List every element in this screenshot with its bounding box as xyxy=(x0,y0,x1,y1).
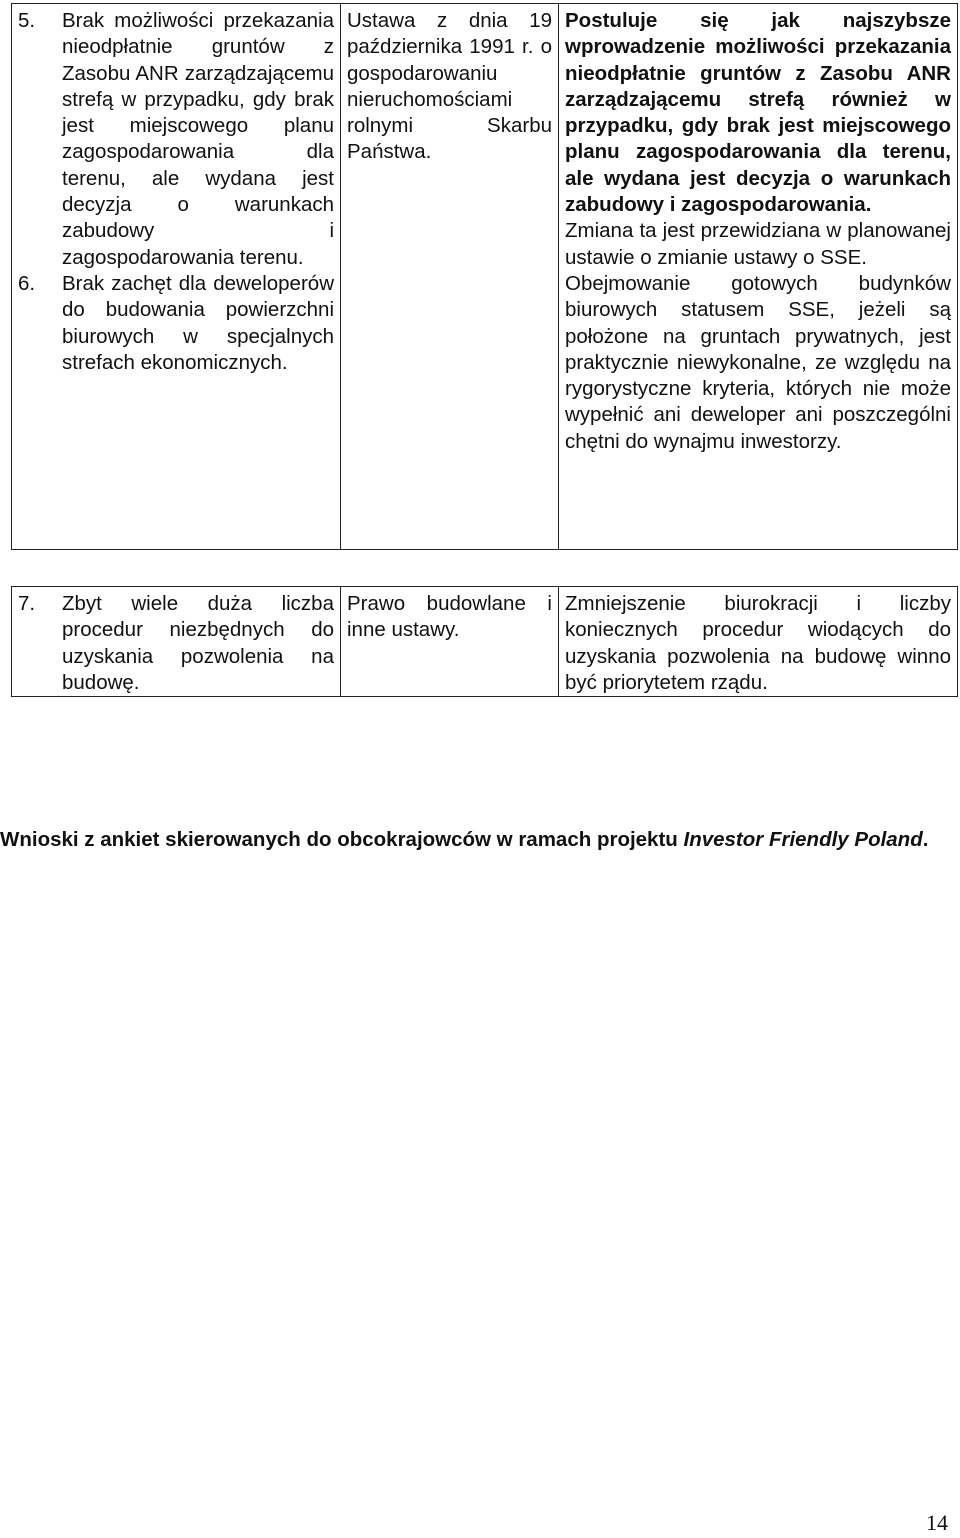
recommendation-text: Postuluje się jak najszybsze wprowadzenie możliwości przekazania nieodpłatnie gruntów z Zasobu ANR zarządzającemu strefą również w przypadku, gdy brak jest miejscowego planu zagospodarowania dla terenu, ale wydana jest decyzja o warunkach zabudowy i zagospodarowania. xyxy=(565,9,951,217)
list-item xyxy=(18,591,334,696)
recommendations-table-continued xyxy=(11,586,958,697)
heading-prefix: Wnioski z ankiet skierowanych do obcokrajowców w ramach projektu xyxy=(0,828,684,851)
item-text: Brak zachęt dla deweloperów do budowania powierzchni biurowych w specjalnych strefach ekonomicznych. xyxy=(62,271,334,374)
problem-cell xyxy=(12,587,341,697)
section-heading xyxy=(0,826,949,853)
legal-basis-text: Ustawa z dnia 19 października 1991 r. o gospodarowaniu nieruchomościami rolnymi Skarbu Państwa. xyxy=(347,9,552,164)
project-name: Investor Friendly Poland xyxy=(683,828,923,851)
problem-cell xyxy=(12,4,341,550)
legal-basis-cell xyxy=(341,4,559,550)
recommendation-text: Obejmowanie gotowych budynków biurowych statusem SSE, jeżeli są położone na gruntach prywatnych, jest praktycznie niewykonalne, ze względu na rygorystyczne kryteria, których nie może wypełnić ani deweloper ani poszczególni chętni do wynajmu inwestorzy. xyxy=(565,271,951,453)
page-number: 14 xyxy=(926,1509,948,1535)
item-number: 5. xyxy=(18,9,36,32)
recommendation-cell xyxy=(559,4,958,550)
list-item xyxy=(18,271,334,376)
heading-suffix: . xyxy=(922,828,929,851)
list-item xyxy=(18,8,334,271)
recommendations-table xyxy=(11,3,958,550)
item-text: Brak możliwości przekazania nieodpłatnie gruntów z Zasobu ANR zarządzającemu strefą w przypadku, gdy brak jest miejscowego planu zagospodarowania dla terenu, ale wydana jest decyzja o warunkach zabudowy i zagospodarowania terenu. xyxy=(62,9,334,269)
item-number: 7. xyxy=(18,592,36,615)
table-row xyxy=(12,587,958,697)
table-row xyxy=(12,4,958,550)
item-text: Zbyt wiele duża liczba procedur niezbędnych do uzyskania pozwolenia na budowę. xyxy=(62,592,334,694)
item-number: 6. xyxy=(18,271,36,295)
recommendation-cell xyxy=(559,587,958,697)
legal-basis-cell xyxy=(341,587,559,697)
legal-basis-text: Prawo budowlane i inne ustawy. xyxy=(347,592,552,642)
recommendation-text: Zmiana ta jest przewidziana w planowanej ustawie o zmianie ustawy o SSE. xyxy=(565,219,951,269)
recommendation-text: Zmniejszenie biurokracji i liczby koniecznych procedur wiodących do uzyskania pozwolenia na budowę winno być priorytetem rządu. xyxy=(565,592,951,694)
